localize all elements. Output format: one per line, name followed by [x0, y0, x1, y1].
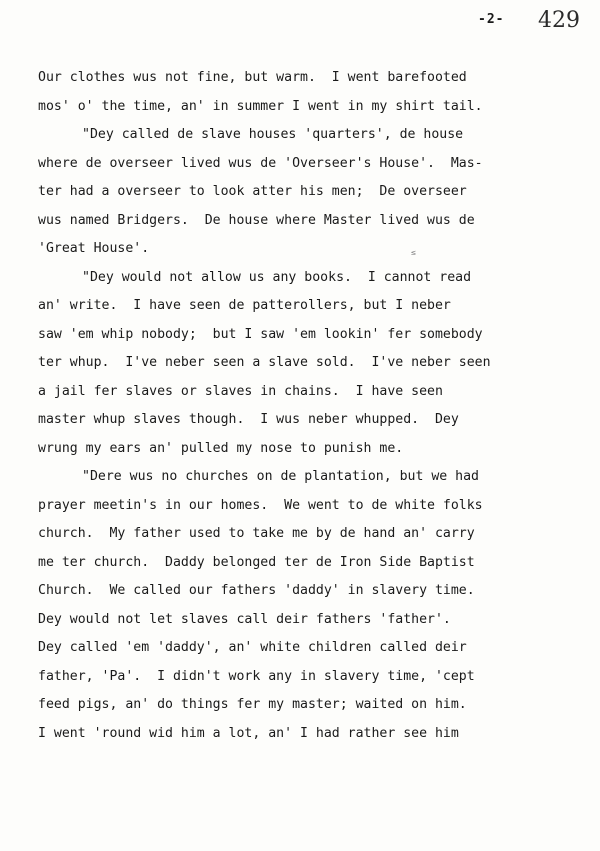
text-line: me ter church. Daddy belonged ter de Iron Side Baptist: [38, 554, 475, 570]
text-line: master whup slaves though. I wus neber whupped. Dey: [38, 412, 459, 427]
text-line: "Dey would not allow us any books. I cannot read: [82, 269, 472, 285]
text-line: feed pigs, an' do things fer my master; waited on him.: [38, 697, 467, 712]
text-line: Our clothes wus not fine, but warm. I went barefooted: [38, 70, 467, 85]
text-line: where de overseer lived wus de 'Overseer's House'. Mas-: [38, 155, 483, 171]
text-line: Dey called 'em 'daddy', an' white children called deir: [38, 640, 467, 655]
text-line: ter had a overseer to look atter his men; De overseer: [38, 184, 467, 199]
stray-mark: ≤: [411, 248, 416, 257]
page-number: 429: [538, 8, 580, 33]
text-line: father, 'Pa'. I didn't work any in slavery time, 'cept: [38, 668, 475, 684]
text-line: mos' o' the time, an' in summer I went in my shirt tail.: [38, 98, 483, 114]
text-line: wus named Bridgers. De house where Master lived wus de: [38, 212, 475, 228]
text-line: prayer meetin's in our homes. We went to de white folks: [38, 497, 483, 513]
page-marker: -2-: [478, 12, 505, 27]
text-line: wrung my ears an' pulled my nose to punish me.: [38, 440, 404, 456]
text-line: a jail fer slaves or slaves in chains. I have seen: [38, 383, 443, 399]
text-line: church. My father used to take me by de hand an' carry: [38, 526, 475, 541]
text-line: I went 'round wid him a lot, an' I had rather see him: [38, 725, 459, 741]
text-line: ter whup. I've neber seen a slave sold. I've neber seen: [38, 355, 491, 370]
text-line: an' write. I have seen de patterollers, but I neber: [38, 298, 451, 313]
text-line: 'Great House'.: [38, 241, 150, 256]
text-line: "Dey called de slave houses 'quarters', de house: [82, 127, 464, 142]
text-line: saw 'em whip nobody; but I saw 'em lookin' fer somebody: [38, 326, 483, 342]
text-line: Dey would not let slaves call deir fathers 'father'.: [38, 611, 451, 627]
text-line: "Dere wus no churches on de plantation, but we had: [82, 469, 479, 484]
typed-narrative: [38, 64, 578, 748]
text-line: Church. We called our fathers 'daddy' in slavery time.: [38, 583, 475, 598]
